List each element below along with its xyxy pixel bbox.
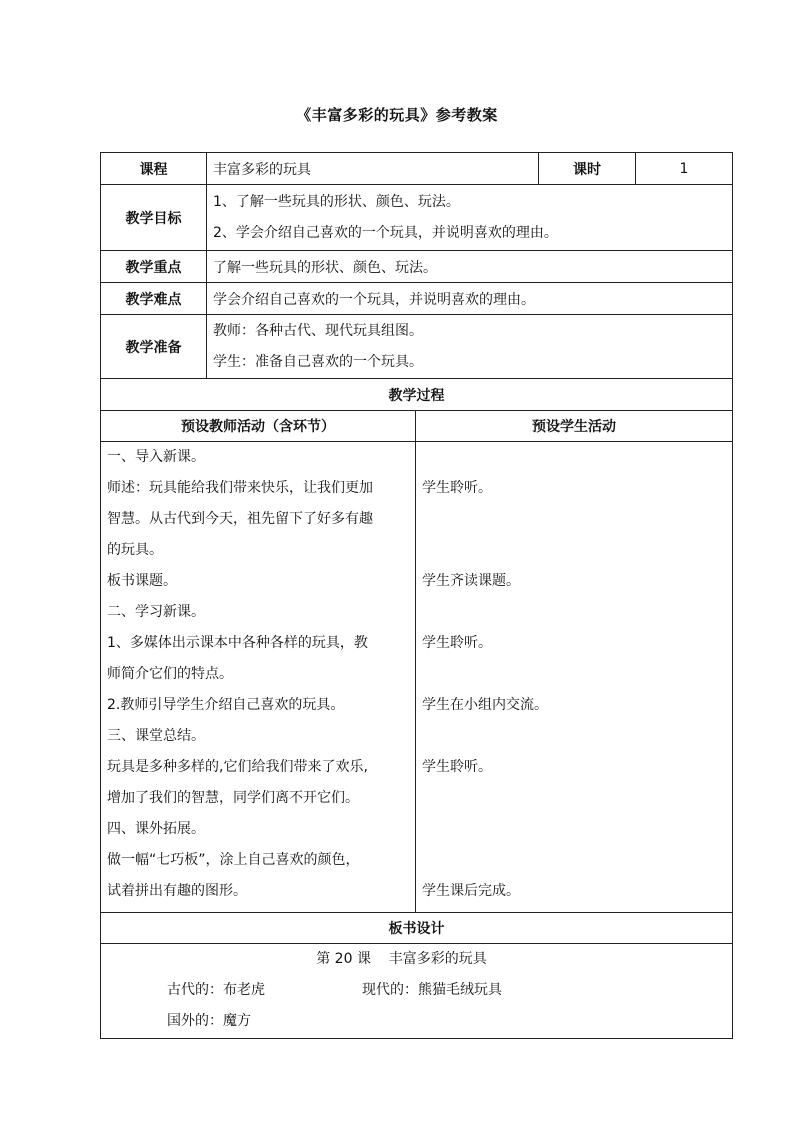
- teacher-line: 智慧。从古代到今天，祖先留下了好多有趣: [107, 511, 373, 527]
- activity-heading-row: [101, 411, 733, 442]
- goal-line-2: 2、学会介绍自己喜欢的一个玩具，并说明喜欢的理由。: [213, 224, 558, 241]
- course-row: [101, 153, 733, 185]
- goals-content: [207, 185, 733, 251]
- hours-label: 课时: [539, 153, 636, 185]
- student-line: [422, 597, 726, 628]
- student-line: 学生聆听。: [422, 759, 492, 775]
- student-line: [422, 535, 726, 566]
- teacher-line: 四、课外拓展。: [107, 821, 205, 837]
- student-line: [422, 442, 726, 473]
- student-line: [422, 783, 726, 814]
- student-line: [422, 504, 726, 535]
- teacher-line: 三、课堂总结。: [107, 728, 205, 744]
- hours-value: 1: [636, 153, 733, 185]
- preparation-line-2: 学生：准备自己喜欢的一个玩具。: [213, 353, 423, 370]
- key-point-label: 教学重点: [101, 251, 207, 283]
- course-value: 丰富多彩的玩具: [207, 153, 539, 185]
- student-line: 学生在小组内交流。: [422, 697, 548, 713]
- board-design-cell: [101, 944, 733, 1039]
- board-heading: 板书设计: [101, 913, 733, 944]
- difficulty-label: 教学难点: [101, 283, 207, 315]
- teacher-line: 试着拼出有趣的图形。: [107, 883, 247, 899]
- teacher-line: 1、多媒体出示课本中各种各样的玩具，教: [107, 635, 368, 651]
- goals-label: 教学目标: [101, 185, 207, 251]
- board-ancient: 古代的：布老虎: [167, 982, 265, 998]
- preparation-row: [101, 315, 733, 379]
- preparation-label: 教学准备: [101, 315, 207, 379]
- board-lesson-line: 第 20 课 丰富多彩的玩具: [316, 951, 487, 967]
- student-line: 学生聆听。: [422, 480, 492, 496]
- board-foreign: 国外的：魔方: [167, 1013, 251, 1029]
- document-title: 《丰富多彩的玩具》参考教案: [296, 106, 498, 124]
- teacher-activity-heading: 预设教师活动（含环节）: [101, 411, 416, 442]
- activity-body-row: [101, 442, 733, 913]
- student-line: 学生聆听。: [422, 635, 492, 651]
- board-design: [107, 944, 726, 1037]
- student-activity-cell: [416, 442, 733, 913]
- board-row-2: [107, 975, 726, 1006]
- key-point-value: 了解一些玩具的形状、颜色、玩法。: [207, 251, 733, 283]
- teacher-line: 增加了我们的智慧，同学们离不开它们。: [107, 790, 359, 806]
- student-line: [422, 845, 726, 876]
- teacher-line: 师简介它们的特点。: [107, 666, 233, 682]
- goal-line-1: 1、了解一些玩具的形状、颜色、玩法。: [213, 193, 460, 210]
- lesson-plan-table: [100, 152, 733, 1039]
- teacher-line: 师述：玩具能给我们带来快乐，让我们更加: [107, 480, 373, 496]
- teacher-line: 做一幅“七巧板”，涂上自己喜欢的颜色，: [107, 852, 360, 868]
- teacher-line: 玩具是多种多样的,它们给我们带来了欢乐,: [107, 759, 368, 775]
- difficulty-value: 学会介绍自己喜欢的一个玩具，并说明喜欢的理由。: [207, 283, 733, 315]
- board-modern: 现代的：熊猫毛绒玩具: [362, 982, 502, 998]
- teacher-line: 一、导入新课。: [107, 449, 205, 465]
- board-heading-row: [101, 913, 733, 944]
- student-line: [422, 659, 726, 690]
- process-heading: 教学过程: [101, 379, 733, 411]
- student-line: 学生课后完成。: [422, 883, 520, 899]
- key-point-row: [101, 251, 733, 283]
- course-label: 课程: [101, 153, 207, 185]
- board-body-row: [101, 944, 733, 1039]
- goals-row: [101, 185, 733, 251]
- teacher-line: 2.教师引导学生介绍自己喜欢的玩具。: [107, 697, 345, 713]
- process-heading-row: [101, 379, 733, 411]
- student-activity-heading: 预设学生活动: [416, 411, 733, 442]
- teacher-line: 二、学习新课。: [107, 604, 205, 620]
- board-row-3: [107, 1006, 726, 1037]
- teacher-activity-cell: [101, 442, 416, 913]
- student-line: [422, 721, 726, 752]
- teacher-line: 板书课题。: [107, 573, 177, 589]
- student-line: 学生齐读课题。: [422, 573, 520, 589]
- teacher-line: 的玩具。: [107, 542, 163, 558]
- difficulty-row: [101, 283, 733, 315]
- student-line: [422, 814, 726, 845]
- preparation-content: [207, 315, 733, 379]
- preparation-line-1: 教师：各种古代、现代玩具组图。: [213, 322, 423, 339]
